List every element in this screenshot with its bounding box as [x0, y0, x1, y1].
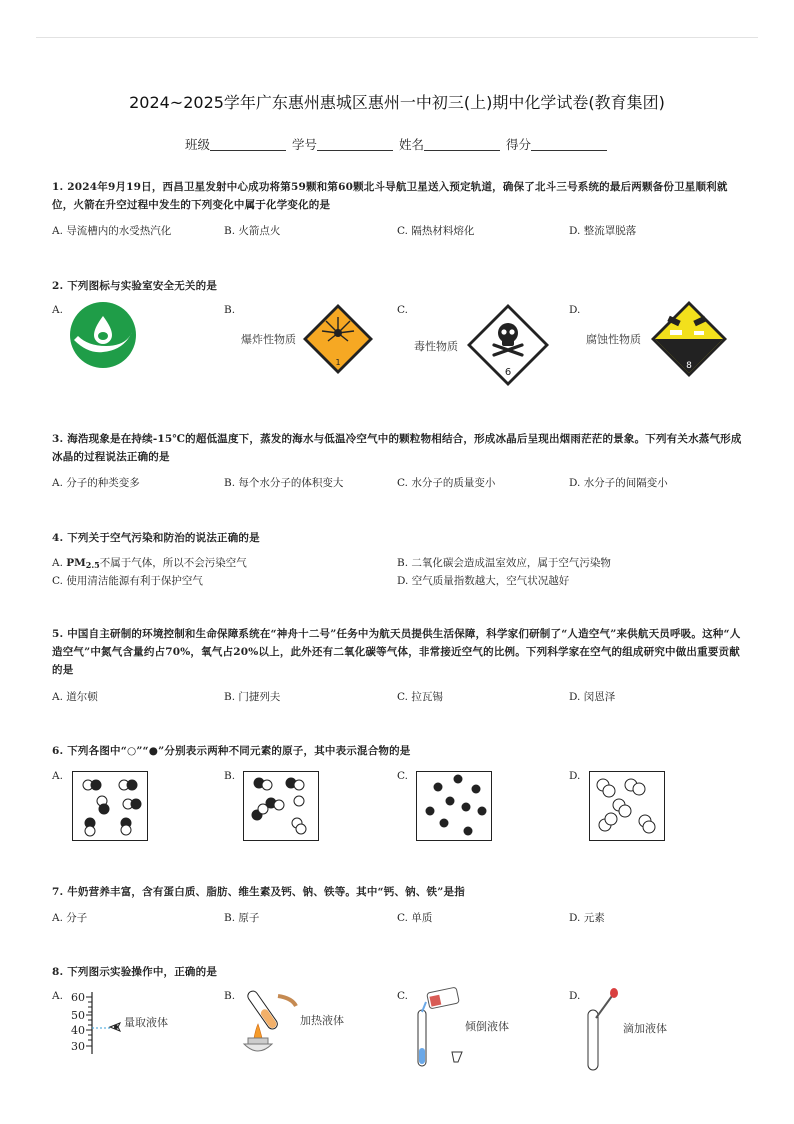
q2-letter-b[interactable]: B. [224, 304, 236, 316]
question-2-stem: 2. 下列图标与实验室安全无关的是 [52, 280, 218, 292]
q8-caption-drop: 滴加液体 [623, 1022, 667, 1035]
question-6-stem: 6. 下列各图中“○”“●”分别表示两种不同元素的原子，其中表示混合物的是 [52, 745, 411, 757]
q1-option-d[interactable]: D. 整流罩脱落 [569, 225, 637, 237]
q6-letter-c[interactable]: C. [397, 770, 408, 782]
scale-30: 30 [71, 1040, 85, 1053]
q8-letter-d[interactable]: D. [569, 990, 581, 1002]
q4-option-a[interactable] [52, 555, 247, 570]
question-4 [52, 529, 742, 547]
question-2 [52, 277, 742, 295]
water-saving-icon [68, 302, 138, 368]
score-label: 得分 [505, 137, 531, 152]
q2-caption-corrosive: 腐蚀性物质 [586, 333, 641, 346]
q7-option-a[interactable]: A. 分子 [52, 912, 88, 924]
class-blank[interactable] [210, 138, 286, 151]
q6-particle-box-d [589, 771, 665, 841]
q7-option-b[interactable]: B. 原子 [224, 912, 260, 924]
q4-option-d[interactable]: D. 空气质量指数越大，空气状况越好 [397, 575, 570, 587]
q2-letter-d[interactable]: D. [569, 304, 581, 316]
q8-caption-heat: 加热液体 [300, 1014, 344, 1027]
question-3-options [52, 475, 752, 491]
question-5 [52, 625, 742, 679]
q3-option-a[interactable]: A. 分子的种类变多 [52, 477, 140, 489]
question-6 [52, 742, 742, 760]
q5-option-c[interactable]: C. 拉瓦锡 [397, 691, 443, 703]
q3-option-c[interactable]: C. 水分子的质量变小 [397, 477, 496, 489]
question-5-options [52, 689, 752, 705]
question-3 [52, 430, 742, 466]
question-7 [52, 883, 742, 901]
class-label: 班级 [184, 137, 210, 152]
q7-option-c[interactable]: C. 单质 [397, 912, 433, 924]
corrosive-hazard-icon [650, 300, 728, 378]
q2-caption-explosive: 爆炸性物质 [241, 333, 296, 346]
question-1 [52, 178, 742, 214]
question-1-options [52, 223, 752, 239]
q5-option-d[interactable]: D. 闵恩泽 [569, 691, 616, 703]
q8-letter-c[interactable]: C. [397, 990, 408, 1002]
header-rule [36, 37, 758, 38]
q6-letter-d[interactable]: D. [569, 770, 581, 782]
q3-option-b[interactable]: B. 每个水分子的体积变大 [224, 477, 344, 489]
q3-option-d[interactable]: D. 水分子的间隔变小 [569, 477, 668, 489]
q5-option-b[interactable]: B. 门捷列夫 [224, 691, 281, 703]
q6-particle-box-a [72, 771, 148, 841]
heating-test-tube-icon [238, 986, 300, 1056]
graduated-cylinder-icon [70, 990, 110, 1056]
student-info-line [0, 135, 794, 153]
q6-letter-b[interactable]: B. [224, 770, 236, 782]
scale-40: 40 [71, 1024, 85, 1037]
q4-option-c[interactable]: C. 使用清洁能源有利于保护空气 [52, 575, 203, 587]
q4-option-a-text: 不属于气体，所以不会污染空气 [99, 557, 247, 569]
pm-label: PM [66, 557, 86, 569]
corrosive-class-number: 8 [686, 361, 692, 371]
name-label: 姓名 [398, 137, 424, 152]
q1-option-a[interactable]: A. 导流槽内的水受热汽化 [52, 225, 172, 237]
scale-60: 60 [71, 991, 85, 1004]
q1-option-b[interactable]: B. 火箭点火 [224, 225, 281, 237]
score-blank[interactable] [531, 138, 607, 151]
q1-option-c[interactable]: C. 隔热材料熔化 [397, 225, 475, 237]
q6-letter-a[interactable]: A. [52, 770, 63, 782]
question-8-stem: 8. 下列图示实验操作中，正确的是 [52, 966, 218, 978]
question-7-stem: 7. 牛奶营养丰富，含有蛋白质、脂肪、维生素及钙、钠、铁等。其中“钙、钠、铁”是指 [52, 886, 465, 898]
q2-caption-toxic: 毒性物质 [414, 340, 458, 353]
q7-option-d[interactable]: D. 元素 [569, 912, 605, 924]
scale-50: 50 [71, 1009, 85, 1022]
q5-option-a[interactable]: A. 道尔顿 [52, 691, 98, 703]
question-8 [52, 963, 742, 981]
id-label: 学号 [291, 137, 317, 152]
q8-caption-pour: 倾倒液体 [465, 1020, 509, 1033]
q8-letter-b[interactable]: B. [224, 990, 236, 1002]
dropper-test-tube-icon [582, 986, 626, 1072]
question-1-stem: 1. 2024年9月19日，西昌卫星发射中心成功将第59颗和第60颗北斗导航卫星送入预定轨道，确保了北斗三号系统的最后两颗备份卫星顺利就位，火箭在升空过程中发生的下列变化中属于化学变化的是 [52, 181, 728, 211]
question-7-options [52, 910, 752, 926]
pouring-liquid-icon [408, 988, 472, 1068]
q4-option-a-letter: A. [52, 557, 63, 569]
explosive-hazard-icon [302, 303, 374, 375]
question-4-options-row1 [52, 555, 752, 571]
question-5-stem: 5. 中国自主研制的环境控制和生命保障系统在“神舟十二号”任务中为航天员提供生活保障，科学家们研制了“人造空气”来供航天员呼吸。这种“人造空气”中氮气含量约占70%，氧气占20%以上，此外还有二氧化碳等气体，非常接近空气的比例。下列科学家在空气的组成研究中做出重要贡献的是 [52, 628, 741, 676]
eye-icon [108, 1020, 122, 1034]
question-4-options-row2 [52, 573, 752, 589]
q8-letter-a[interactable]: A. [52, 990, 63, 1002]
q8-caption-measure: 量取液体 [124, 1016, 168, 1029]
id-blank[interactable] [317, 138, 393, 151]
toxic-class-number: 6 [504, 367, 512, 378]
pm-subscript: 2.5 [85, 560, 100, 570]
page-title: 2024~2025学年广东惠州惠城区惠州一中初三(上)期中化学试卷(教育集团) [129, 93, 665, 112]
question-3-stem: 3. 海浩现象是在持续-15℃的超低温度下，蒸发的海水与低温冷空气中的颗粒物相结合，形成冰晶后呈现出烟雨茫茫的景象。下列有关水蒸气形成冰晶的过程说法正确的是 [52, 433, 742, 463]
q2-letter-c[interactable]: C. [397, 304, 408, 316]
q2-letter-a[interactable]: A. [52, 304, 63, 316]
q6-particle-box-b [243, 771, 319, 841]
q6-particle-box-c [416, 771, 492, 841]
name-blank[interactable] [424, 138, 500, 151]
toxic-hazard-icon [466, 303, 550, 387]
q4-option-b[interactable]: B. 二氧化碳会造成温室效应，属于空气污染物 [397, 557, 611, 569]
question-4-stem: 4. 下列关于空气污染和防治的说法正确的是 [52, 532, 260, 544]
explosive-class-number: 1 [335, 358, 341, 367]
